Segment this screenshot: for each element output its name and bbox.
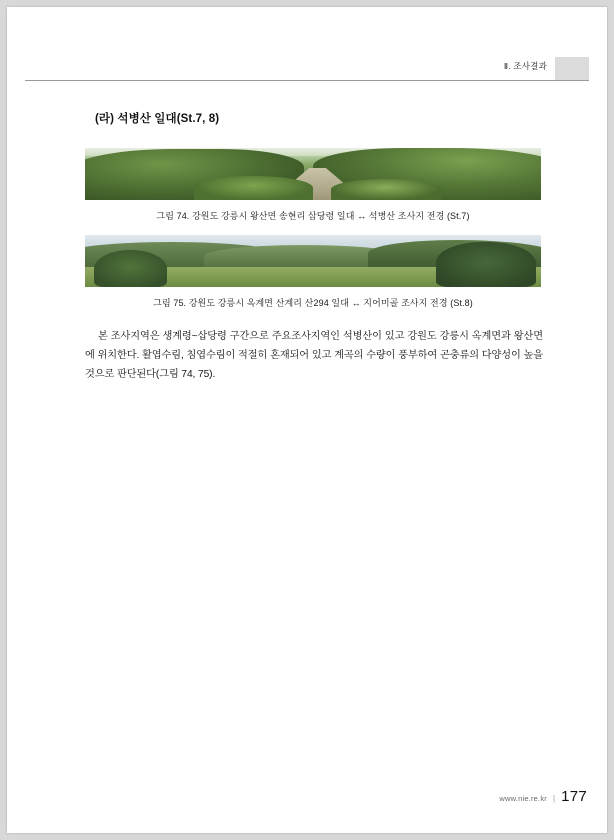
figure-75-caption: 그림 75. 강원도 강릉시 옥계면 산계리 산294 일대 ↔ 지어미골 조사지 전경 (St.8) <box>153 298 473 308</box>
page-number: 177 <box>561 788 587 805</box>
figure-75-photo <box>85 235 541 287</box>
photo-shrub-left <box>194 176 313 200</box>
section-heading: (라) 석병산 일대(St.7, 8) <box>95 113 220 125</box>
photo-shrub-right <box>331 179 440 200</box>
running-header-title: Ⅱ. 조사결과 <box>503 61 547 71</box>
footer-separator: | <box>552 794 556 803</box>
figure-74 <box>85 148 541 222</box>
footer-url: www.nie.re.kr <box>499 794 547 803</box>
document-page <box>7 7 607 833</box>
photo-tree-right <box>436 242 536 287</box>
photo-tree-left <box>94 250 167 287</box>
figure-74-caption: 그림 74. 강원도 강릉시 왕산면 송현리 삽당령 일대 ↔ 석병산 조사지 전경 (St.7) <box>156 211 470 221</box>
header-divider <box>25 80 589 81</box>
page-footer <box>499 788 587 805</box>
figure-74-photo <box>85 148 541 200</box>
body-paragraph: 본 조사지역은 생계령~삽당령 구간으로 주요조사지역인 석병산이 있고 강원도 강릉시 옥계면과 왕산면에 위치한다. 활엽수림, 침엽수림이 적절히 혼재되어 있고 계곡의 수량이 풍부하여 곤충류의 다양성이 높을 것으로 판단된다(그림 74, 75). <box>85 331 543 380</box>
header-tab-marker <box>555 57 589 80</box>
page-header <box>7 49 607 81</box>
figure-75 <box>85 235 541 309</box>
